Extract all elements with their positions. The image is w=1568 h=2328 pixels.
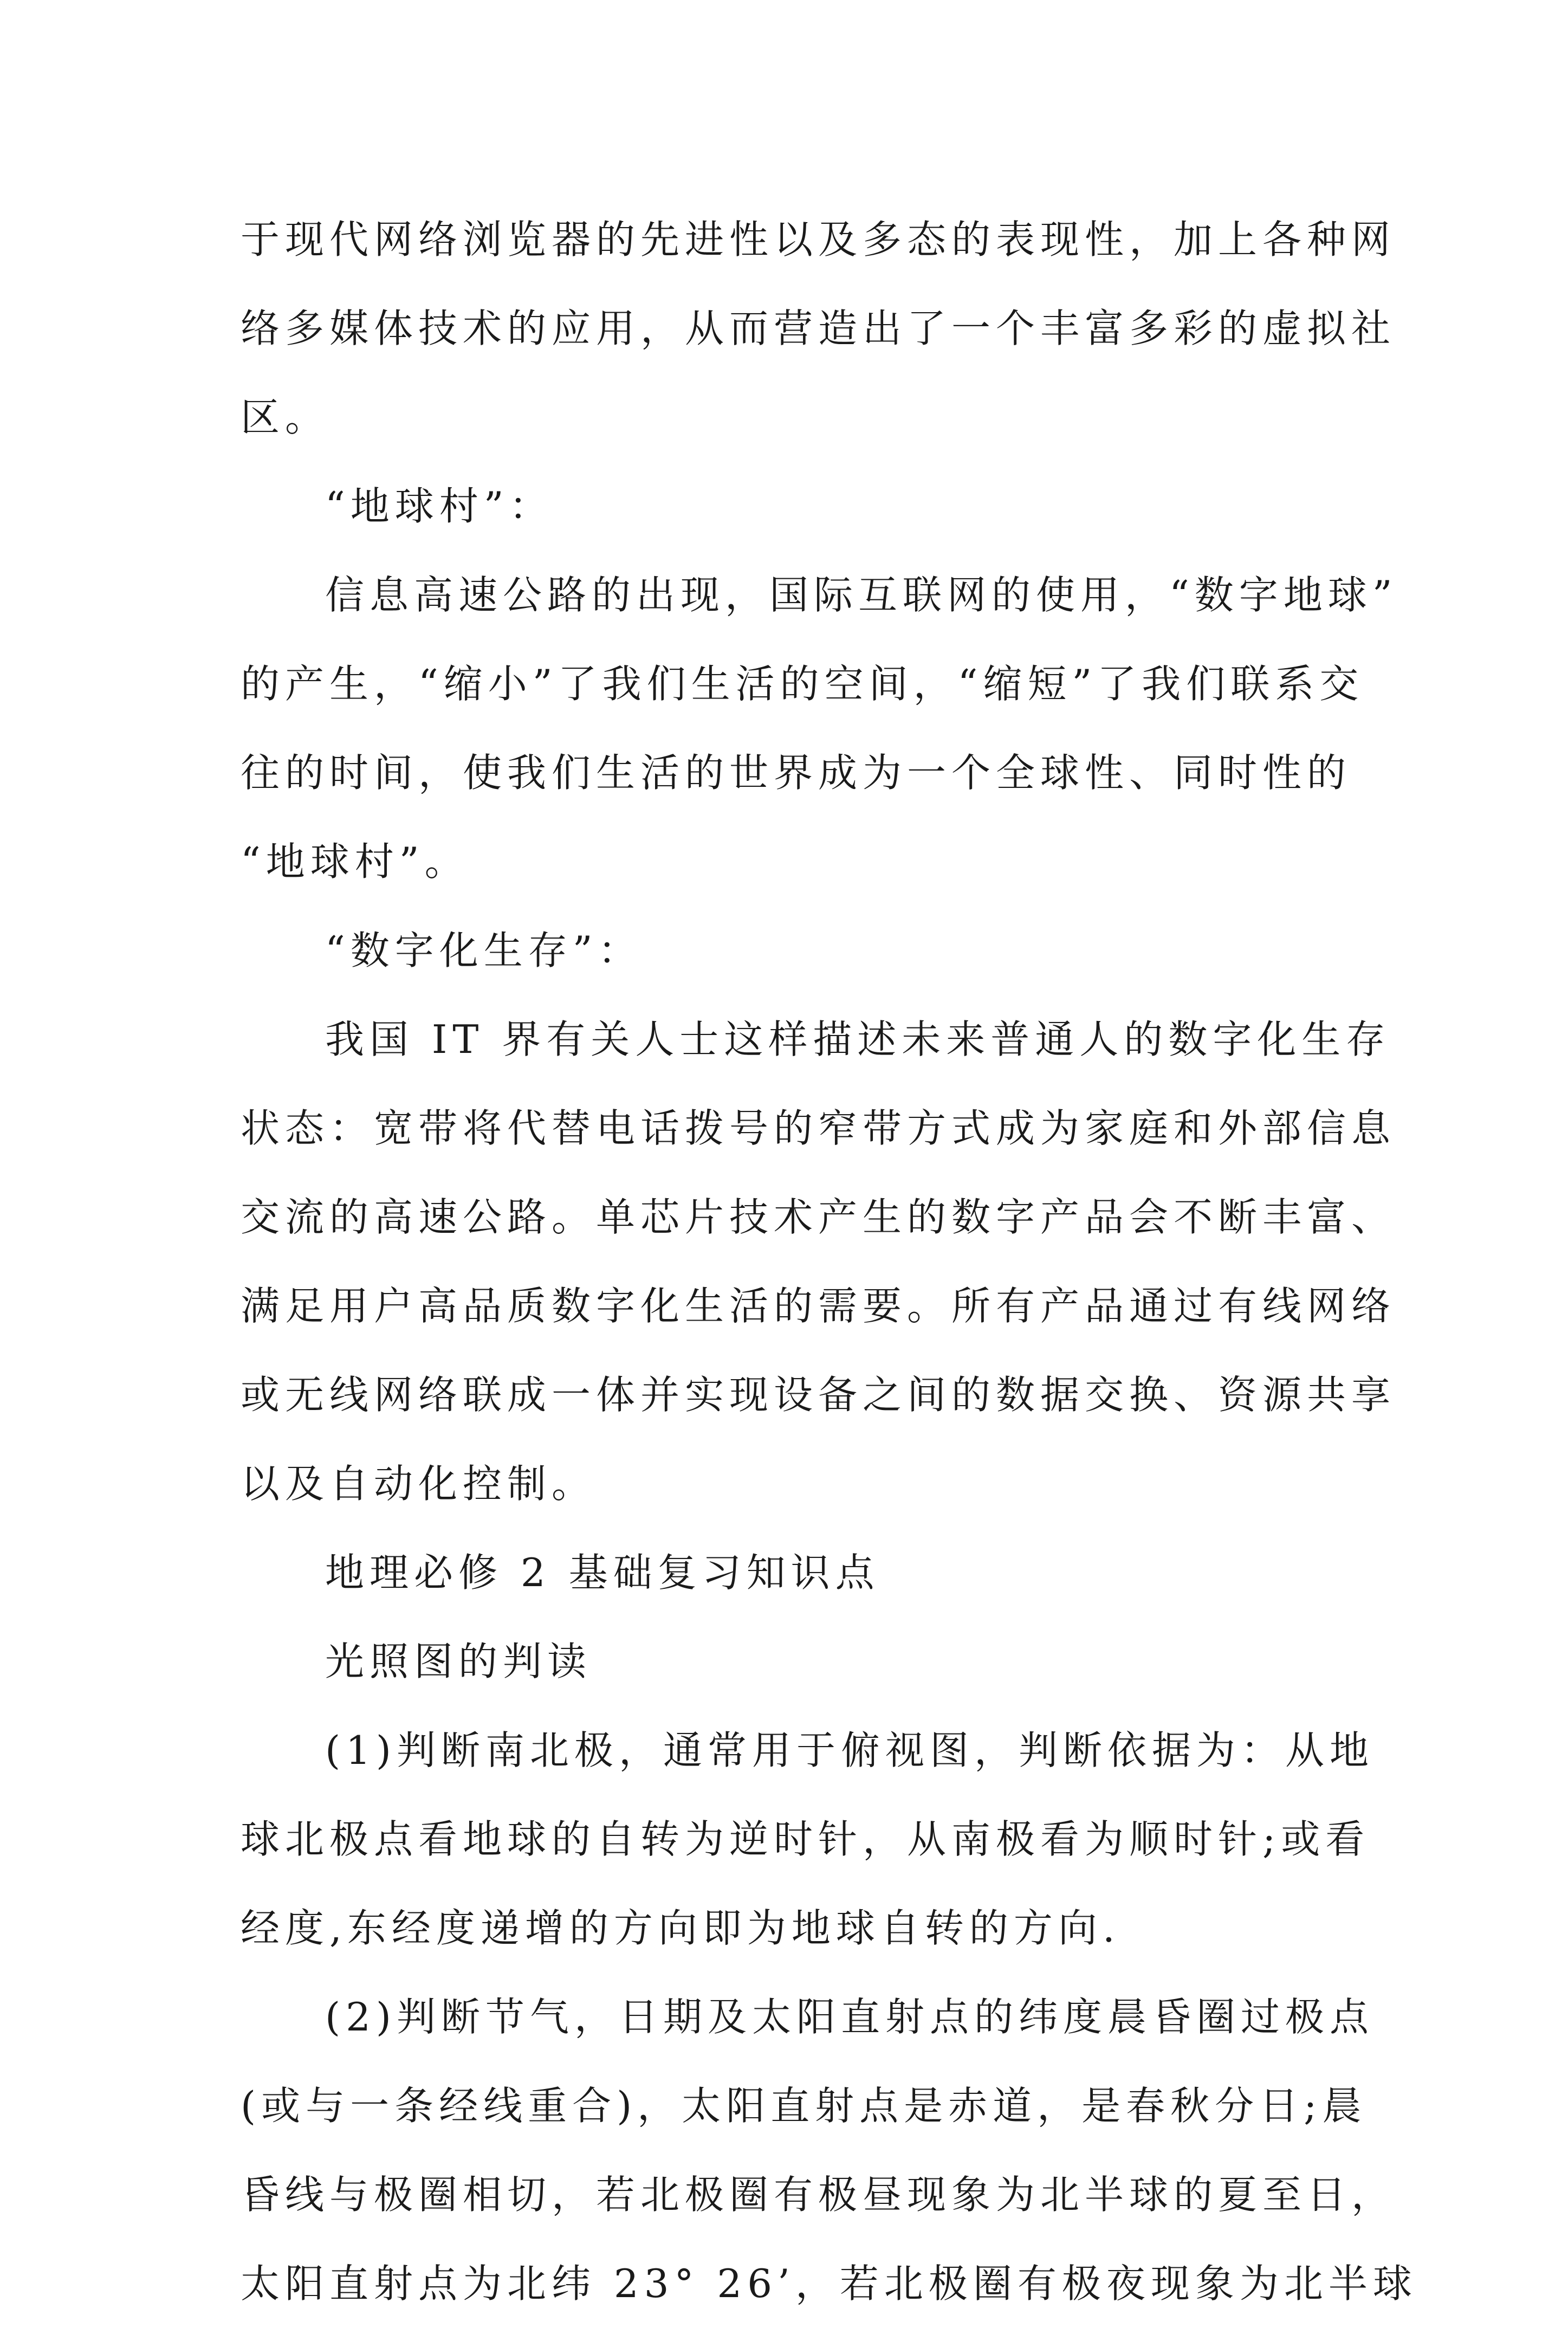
- section-heading-illumination-map: 光照图的判读: [325, 1639, 592, 1684]
- text-line: 我国 IT 界有关人士这样描述未来普通人的数字化生存: [325, 1017, 1391, 1062]
- text-line: 昏线与极圈相切，若北极圈有极昼现象为北半球的夏至日，: [241, 2172, 1396, 2217]
- text-line: 太阳直射点为北纬 23° 26’，若北极圈有极夜现象为北半球: [241, 2261, 1417, 2306]
- text-line: 经度,东经度递增的方向即为地球自转的方向.: [241, 1905, 1120, 1951]
- document-body: [241, 195, 1417, 2328]
- text-line: 于现代网络浏览器的先进性以及多态的表现性，加上各种网: [241, 217, 1396, 262]
- text-line: “地球村”。: [241, 839, 469, 884]
- text-line: 区。: [241, 395, 330, 440]
- text-line: 信息高速公路的出现，国际互联网的使用，“数字地球”: [325, 572, 1398, 618]
- text-line: (或与一条经线重合)，太阳直射点是赤道，是春秋分日;晨: [241, 2083, 1367, 2129]
- text-line: 络多媒体技术的应用，从而营造出了一个丰富多彩的虚拟社: [241, 306, 1396, 351]
- text-line: 或无线网络联成一体并实现设备之间的数据交换、资源共享: [241, 1372, 1396, 1418]
- text-line: 球北极点看地球的自转为逆时针，从南极看为顺时针;或看: [241, 1816, 1370, 1862]
- section-heading-digital-existence: “数字化生存”：: [325, 928, 643, 973]
- text-line: 的产生，“缩小”了我们生活的空间，“缩短”了我们联系交: [241, 661, 1364, 707]
- text-line: (2)判断节气，日期及太阳直射点的纬度晨昏圈过极点: [325, 1994, 1374, 2040]
- text-line: 以及自动化控制。: [241, 1461, 597, 1506]
- text-line: 状态：宽带将代替电话拨号的窄带方式成为家庭和外部信息: [241, 1105, 1396, 1151]
- text-line: 交流的高速公路。单芯片技术产生的数字产品会不断丰富、: [241, 1194, 1396, 1240]
- text-line: (1)判断南北极，通常用于俯视图，判断依据为：从地: [325, 1728, 1374, 1773]
- text-line: 满足用户高品质数字化生活的需要。所有产品通过有线网络: [241, 1283, 1396, 1329]
- text-line: 往的时间，使我们生活的世界成为一个全球性、同时性的: [241, 750, 1352, 796]
- section-heading-geography: 地理必修 2 基础复习知识点: [325, 1550, 880, 1595]
- section-heading-global-village: “地球村”：: [325, 483, 554, 529]
